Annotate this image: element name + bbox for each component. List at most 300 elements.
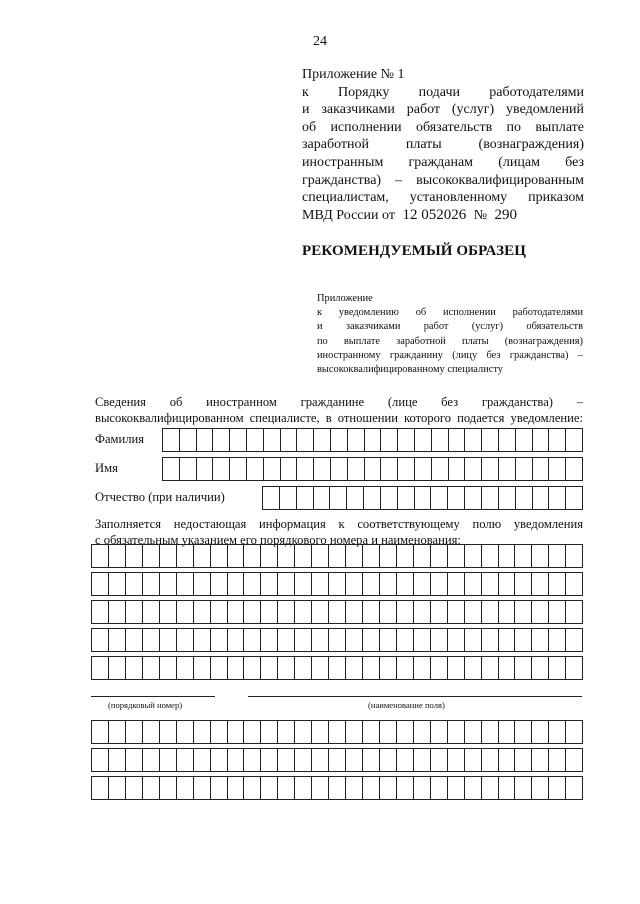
input-cell[interactable] bbox=[431, 573, 448, 595]
input-cell[interactable] bbox=[482, 749, 499, 771]
input-cell[interactable] bbox=[549, 629, 566, 651]
input-cell[interactable] bbox=[143, 629, 160, 651]
input-cell[interactable] bbox=[499, 721, 516, 743]
input-cell[interactable] bbox=[261, 657, 278, 679]
input-cell[interactable] bbox=[348, 458, 365, 480]
input-cell[interactable] bbox=[143, 749, 160, 771]
ordinal-number-line[interactable] bbox=[91, 696, 215, 697]
input-cell[interactable] bbox=[415, 487, 432, 509]
input-cell[interactable] bbox=[414, 545, 431, 567]
input-cell[interactable] bbox=[126, 545, 143, 567]
input-cell[interactable] bbox=[532, 601, 549, 623]
info-row-cells[interactable] bbox=[91, 544, 583, 568]
input-cell[interactable] bbox=[295, 749, 312, 771]
input-cell[interactable] bbox=[331, 458, 348, 480]
input-cell[interactable] bbox=[244, 629, 261, 651]
input-cell[interactable] bbox=[278, 573, 295, 595]
input-cell[interactable] bbox=[515, 601, 532, 623]
input-cell[interactable] bbox=[499, 429, 516, 451]
input-cell[interactable] bbox=[431, 749, 448, 771]
input-cell[interactable] bbox=[380, 545, 397, 567]
input-cell[interactable] bbox=[160, 721, 177, 743]
input-cell[interactable] bbox=[278, 601, 295, 623]
input-cell[interactable] bbox=[465, 777, 482, 799]
input-cell[interactable] bbox=[465, 573, 482, 595]
input-cell[interactable] bbox=[329, 573, 346, 595]
input-cell[interactable] bbox=[499, 545, 516, 567]
input-cell[interactable] bbox=[211, 749, 228, 771]
input-cell[interactable] bbox=[261, 777, 278, 799]
input-cell[interactable] bbox=[177, 601, 194, 623]
input-cell[interactable] bbox=[465, 749, 482, 771]
input-cell[interactable] bbox=[515, 629, 532, 651]
input-cell[interactable] bbox=[92, 749, 109, 771]
input-cell[interactable] bbox=[415, 458, 432, 480]
input-cell[interactable] bbox=[465, 429, 482, 451]
input-cell[interactable] bbox=[160, 657, 177, 679]
surname-cells[interactable] bbox=[162, 428, 583, 452]
input-cell[interactable] bbox=[499, 601, 516, 623]
input-cell[interactable] bbox=[532, 545, 549, 567]
input-cell[interactable] bbox=[126, 601, 143, 623]
input-cell[interactable] bbox=[329, 721, 346, 743]
input-cell[interactable] bbox=[432, 429, 449, 451]
input-cell[interactable] bbox=[346, 749, 363, 771]
input-cell[interactable] bbox=[295, 657, 312, 679]
input-cell[interactable] bbox=[228, 657, 245, 679]
input-cell[interactable] bbox=[566, 487, 582, 509]
input-cell[interactable] bbox=[448, 545, 465, 567]
input-cell[interactable] bbox=[448, 657, 465, 679]
input-cell[interactable] bbox=[414, 601, 431, 623]
value-row-cells[interactable] bbox=[91, 776, 583, 800]
input-cell[interactable] bbox=[516, 429, 533, 451]
input-cell[interactable] bbox=[365, 429, 382, 451]
input-cell[interactable] bbox=[263, 487, 280, 509]
input-cell[interactable] bbox=[499, 458, 516, 480]
input-cell[interactable] bbox=[380, 777, 397, 799]
input-cell[interactable] bbox=[499, 629, 516, 651]
input-cell[interactable] bbox=[499, 573, 516, 595]
input-cell[interactable] bbox=[109, 573, 126, 595]
input-cell[interactable] bbox=[177, 545, 194, 567]
input-cell[interactable] bbox=[549, 657, 566, 679]
input-cell[interactable] bbox=[431, 777, 448, 799]
input-cell[interactable] bbox=[448, 749, 465, 771]
input-cell[interactable] bbox=[312, 573, 329, 595]
input-cell[interactable] bbox=[312, 601, 329, 623]
input-cell[interactable] bbox=[448, 601, 465, 623]
input-cell[interactable] bbox=[346, 657, 363, 679]
input-cell[interactable] bbox=[109, 601, 126, 623]
field-name-line[interactable] bbox=[248, 696, 582, 697]
input-cell[interactable] bbox=[566, 777, 582, 799]
input-cell[interactable] bbox=[397, 777, 414, 799]
input-cell[interactable] bbox=[566, 429, 582, 451]
input-cell[interactable] bbox=[414, 749, 431, 771]
input-cell[interactable] bbox=[228, 573, 245, 595]
input-cell[interactable] bbox=[365, 458, 382, 480]
input-cell[interactable] bbox=[331, 429, 348, 451]
input-cell[interactable] bbox=[177, 749, 194, 771]
input-cell[interactable] bbox=[380, 657, 397, 679]
input-cell[interactable] bbox=[532, 573, 549, 595]
input-cell[interactable] bbox=[482, 721, 499, 743]
name-cells[interactable] bbox=[162, 457, 583, 481]
input-cell[interactable] bbox=[449, 458, 466, 480]
input-cell[interactable] bbox=[363, 573, 380, 595]
input-cell[interactable] bbox=[278, 545, 295, 567]
input-cell[interactable] bbox=[532, 749, 549, 771]
input-cell[interactable] bbox=[228, 749, 245, 771]
input-cell[interactable] bbox=[363, 601, 380, 623]
value-row-cells[interactable] bbox=[91, 748, 583, 772]
input-cell[interactable] bbox=[278, 777, 295, 799]
input-cell[interactable] bbox=[197, 429, 214, 451]
input-cell[interactable] bbox=[312, 749, 329, 771]
input-cell[interactable] bbox=[499, 749, 516, 771]
input-cell[interactable] bbox=[482, 657, 499, 679]
input-cell[interactable] bbox=[346, 721, 363, 743]
input-cell[interactable] bbox=[431, 629, 448, 651]
input-cell[interactable] bbox=[211, 777, 228, 799]
input-cell[interactable] bbox=[380, 629, 397, 651]
input-cell[interactable] bbox=[109, 777, 126, 799]
input-cell[interactable] bbox=[109, 721, 126, 743]
input-cell[interactable] bbox=[482, 629, 499, 651]
input-cell[interactable] bbox=[566, 458, 582, 480]
input-cell[interactable] bbox=[126, 777, 143, 799]
input-cell[interactable] bbox=[312, 721, 329, 743]
input-cell[interactable] bbox=[532, 629, 549, 651]
input-cell[interactable] bbox=[329, 545, 346, 567]
input-cell[interactable] bbox=[482, 601, 499, 623]
input-cell[interactable] bbox=[364, 487, 381, 509]
input-cell[interactable] bbox=[194, 657, 211, 679]
input-cell[interactable] bbox=[398, 458, 415, 480]
input-cell[interactable] bbox=[261, 629, 278, 651]
input-cell[interactable] bbox=[516, 458, 533, 480]
input-cell[interactable] bbox=[278, 721, 295, 743]
input-cell[interactable] bbox=[329, 629, 346, 651]
input-cell[interactable] bbox=[143, 721, 160, 743]
input-cell[interactable] bbox=[482, 777, 499, 799]
input-cell[interactable] bbox=[397, 657, 414, 679]
input-cell[interactable] bbox=[264, 458, 281, 480]
input-cell[interactable] bbox=[532, 721, 549, 743]
input-cell[interactable] bbox=[380, 749, 397, 771]
input-cell[interactable] bbox=[109, 657, 126, 679]
input-cell[interactable] bbox=[533, 487, 550, 509]
input-cell[interactable] bbox=[329, 777, 346, 799]
input-cell[interactable] bbox=[431, 487, 448, 509]
input-cell[interactable] bbox=[177, 721, 194, 743]
input-cell[interactable] bbox=[312, 545, 329, 567]
input-cell[interactable] bbox=[314, 487, 331, 509]
input-cell[interactable] bbox=[414, 657, 431, 679]
input-cell[interactable] bbox=[566, 545, 582, 567]
input-cell[interactable] bbox=[515, 777, 532, 799]
input-cell[interactable] bbox=[465, 601, 482, 623]
input-cell[interactable] bbox=[244, 545, 261, 567]
input-cell[interactable] bbox=[295, 601, 312, 623]
input-cell[interactable] bbox=[381, 487, 398, 509]
input-cell[interactable] bbox=[92, 777, 109, 799]
input-cell[interactable] bbox=[92, 721, 109, 743]
input-cell[interactable] bbox=[160, 777, 177, 799]
input-cell[interactable] bbox=[448, 721, 465, 743]
input-cell[interactable] bbox=[515, 749, 532, 771]
input-cell[interactable] bbox=[380, 721, 397, 743]
input-cell[interactable] bbox=[482, 545, 499, 567]
input-cell[interactable] bbox=[213, 458, 230, 480]
info-row-cells[interactable] bbox=[91, 572, 583, 596]
input-cell[interactable] bbox=[264, 429, 281, 451]
input-cell[interactable] bbox=[211, 657, 228, 679]
input-cell[interactable] bbox=[247, 458, 264, 480]
input-cell[interactable] bbox=[465, 629, 482, 651]
input-cell[interactable] bbox=[143, 573, 160, 595]
input-cell[interactable] bbox=[549, 601, 566, 623]
input-cell[interactable] bbox=[346, 573, 363, 595]
input-cell[interactable] bbox=[465, 545, 482, 567]
input-cell[interactable] bbox=[211, 601, 228, 623]
input-cell[interactable] bbox=[448, 573, 465, 595]
input-cell[interactable] bbox=[329, 749, 346, 771]
input-cell[interactable] bbox=[295, 721, 312, 743]
input-cell[interactable] bbox=[566, 657, 582, 679]
input-cell[interactable] bbox=[549, 721, 566, 743]
input-cell[interactable] bbox=[297, 458, 314, 480]
input-cell[interactable] bbox=[228, 629, 245, 651]
input-cell[interactable] bbox=[533, 429, 550, 451]
input-cell[interactable] bbox=[532, 657, 549, 679]
info-row-cells[interactable] bbox=[91, 656, 583, 680]
input-cell[interactable] bbox=[414, 629, 431, 651]
input-cell[interactable] bbox=[465, 657, 482, 679]
input-cell[interactable] bbox=[278, 657, 295, 679]
input-cell[interactable] bbox=[160, 545, 177, 567]
input-cell[interactable] bbox=[482, 487, 499, 509]
input-cell[interactable] bbox=[566, 721, 582, 743]
input-cell[interactable] bbox=[92, 573, 109, 595]
input-cell[interactable] bbox=[549, 545, 566, 567]
input-cell[interactable] bbox=[194, 601, 211, 623]
input-cell[interactable] bbox=[499, 487, 516, 509]
input-cell[interactable] bbox=[295, 573, 312, 595]
input-cell[interactable] bbox=[278, 749, 295, 771]
input-cell[interactable] bbox=[160, 749, 177, 771]
input-cell[interactable] bbox=[109, 629, 126, 651]
input-cell[interactable] bbox=[230, 429, 247, 451]
input-cell[interactable] bbox=[126, 749, 143, 771]
input-cell[interactable] bbox=[281, 429, 298, 451]
input-cell[interactable] bbox=[499, 657, 516, 679]
input-cell[interactable] bbox=[194, 749, 211, 771]
input-cell[interactable] bbox=[465, 487, 482, 509]
input-cell[interactable] bbox=[244, 749, 261, 771]
input-cell[interactable] bbox=[549, 487, 566, 509]
input-cell[interactable] bbox=[363, 777, 380, 799]
input-cell[interactable] bbox=[211, 545, 228, 567]
input-cell[interactable] bbox=[448, 487, 465, 509]
input-cell[interactable] bbox=[566, 749, 582, 771]
input-cell[interactable] bbox=[281, 458, 298, 480]
input-cell[interactable] bbox=[295, 629, 312, 651]
input-cell[interactable] bbox=[363, 545, 380, 567]
input-cell[interactable] bbox=[549, 458, 566, 480]
input-cell[interactable] bbox=[566, 601, 582, 623]
input-cell[interactable] bbox=[330, 487, 347, 509]
input-cell[interactable] bbox=[228, 721, 245, 743]
input-cell[interactable] bbox=[549, 573, 566, 595]
patronymic-cells[interactable] bbox=[262, 486, 583, 510]
input-cell[interactable] bbox=[228, 601, 245, 623]
input-cell[interactable] bbox=[261, 545, 278, 567]
input-cell[interactable] bbox=[431, 545, 448, 567]
info-row-cells[interactable] bbox=[91, 628, 583, 652]
input-cell[interactable] bbox=[312, 657, 329, 679]
input-cell[interactable] bbox=[126, 721, 143, 743]
input-cell[interactable] bbox=[312, 629, 329, 651]
input-cell[interactable] bbox=[381, 458, 398, 480]
input-cell[interactable] bbox=[228, 777, 245, 799]
input-cell[interactable] bbox=[515, 573, 532, 595]
input-cell[interactable] bbox=[363, 721, 380, 743]
input-cell[interactable] bbox=[261, 601, 278, 623]
input-cell[interactable] bbox=[432, 458, 449, 480]
input-cell[interactable] bbox=[143, 601, 160, 623]
input-cell[interactable] bbox=[515, 545, 532, 567]
input-cell[interactable] bbox=[482, 429, 499, 451]
input-cell[interactable] bbox=[278, 629, 295, 651]
input-cell[interactable] bbox=[177, 629, 194, 651]
input-cell[interactable] bbox=[482, 458, 499, 480]
input-cell[interactable] bbox=[566, 629, 582, 651]
input-cell[interactable] bbox=[397, 749, 414, 771]
input-cell[interactable] bbox=[363, 657, 380, 679]
input-cell[interactable] bbox=[163, 429, 180, 451]
input-cell[interactable] bbox=[244, 721, 261, 743]
input-cell[interactable] bbox=[194, 777, 211, 799]
input-cell[interactable] bbox=[532, 777, 549, 799]
input-cell[interactable] bbox=[160, 573, 177, 595]
input-cell[interactable] bbox=[346, 545, 363, 567]
input-cell[interactable] bbox=[244, 777, 261, 799]
value-row-cells[interactable] bbox=[91, 720, 583, 744]
input-cell[interactable] bbox=[261, 721, 278, 743]
input-cell[interactable] bbox=[194, 629, 211, 651]
input-cell[interactable] bbox=[211, 629, 228, 651]
input-cell[interactable] bbox=[312, 777, 329, 799]
input-cell[interactable] bbox=[448, 777, 465, 799]
input-cell[interactable] bbox=[295, 777, 312, 799]
input-cell[interactable] bbox=[348, 429, 365, 451]
input-cell[interactable] bbox=[297, 487, 314, 509]
input-cell[interactable] bbox=[228, 545, 245, 567]
input-cell[interactable] bbox=[380, 601, 397, 623]
input-cell[interactable] bbox=[380, 573, 397, 595]
input-cell[interactable] bbox=[261, 749, 278, 771]
input-cell[interactable] bbox=[194, 545, 211, 567]
input-cell[interactable] bbox=[92, 545, 109, 567]
input-cell[interactable] bbox=[244, 601, 261, 623]
input-cell[interactable] bbox=[329, 601, 346, 623]
input-cell[interactable] bbox=[230, 458, 247, 480]
input-cell[interactable] bbox=[211, 721, 228, 743]
input-cell[interactable] bbox=[549, 429, 566, 451]
input-cell[interactable] bbox=[329, 657, 346, 679]
input-cell[interactable] bbox=[177, 573, 194, 595]
input-cell[interactable] bbox=[414, 573, 431, 595]
input-cell[interactable] bbox=[398, 429, 415, 451]
input-cell[interactable] bbox=[516, 487, 533, 509]
input-cell[interactable] bbox=[247, 429, 264, 451]
input-cell[interactable] bbox=[415, 429, 432, 451]
input-cell[interactable] bbox=[499, 777, 516, 799]
input-cell[interactable] bbox=[346, 601, 363, 623]
input-cell[interactable] bbox=[143, 545, 160, 567]
input-cell[interactable] bbox=[163, 458, 180, 480]
input-cell[interactable] bbox=[465, 721, 482, 743]
input-cell[interactable] bbox=[346, 777, 363, 799]
input-cell[interactable] bbox=[465, 458, 482, 480]
input-cell[interactable] bbox=[347, 487, 364, 509]
input-cell[interactable] bbox=[515, 721, 532, 743]
input-cell[interactable] bbox=[397, 601, 414, 623]
input-cell[interactable] bbox=[92, 601, 109, 623]
input-cell[interactable] bbox=[180, 429, 197, 451]
input-cell[interactable] bbox=[261, 573, 278, 595]
input-cell[interactable] bbox=[363, 749, 380, 771]
input-cell[interactable] bbox=[397, 545, 414, 567]
input-cell[interactable] bbox=[515, 657, 532, 679]
input-cell[interactable] bbox=[109, 749, 126, 771]
input-cell[interactable] bbox=[533, 458, 550, 480]
input-cell[interactable] bbox=[180, 458, 197, 480]
input-cell[interactable] bbox=[397, 573, 414, 595]
input-cell[interactable] bbox=[280, 487, 297, 509]
input-cell[interactable] bbox=[213, 429, 230, 451]
input-cell[interactable] bbox=[177, 657, 194, 679]
input-cell[interactable] bbox=[295, 545, 312, 567]
input-cell[interactable] bbox=[431, 601, 448, 623]
input-cell[interactable] bbox=[194, 573, 211, 595]
input-cell[interactable] bbox=[126, 657, 143, 679]
input-cell[interactable] bbox=[143, 657, 160, 679]
input-cell[interactable] bbox=[397, 629, 414, 651]
info-row-cells[interactable] bbox=[91, 600, 583, 624]
input-cell[interactable] bbox=[549, 749, 566, 771]
input-cell[interactable] bbox=[397, 721, 414, 743]
input-cell[interactable] bbox=[92, 657, 109, 679]
input-cell[interactable] bbox=[549, 777, 566, 799]
input-cell[interactable] bbox=[566, 573, 582, 595]
input-cell[interactable] bbox=[160, 601, 177, 623]
input-cell[interactable] bbox=[414, 777, 431, 799]
input-cell[interactable] bbox=[194, 721, 211, 743]
input-cell[interactable] bbox=[197, 458, 214, 480]
input-cell[interactable] bbox=[109, 545, 126, 567]
input-cell[interactable] bbox=[431, 721, 448, 743]
input-cell[interactable] bbox=[244, 657, 261, 679]
input-cell[interactable] bbox=[381, 429, 398, 451]
input-cell[interactable] bbox=[431, 657, 448, 679]
input-cell[interactable] bbox=[448, 629, 465, 651]
input-cell[interactable] bbox=[297, 429, 314, 451]
input-cell[interactable] bbox=[177, 777, 194, 799]
input-cell[interactable] bbox=[244, 573, 261, 595]
